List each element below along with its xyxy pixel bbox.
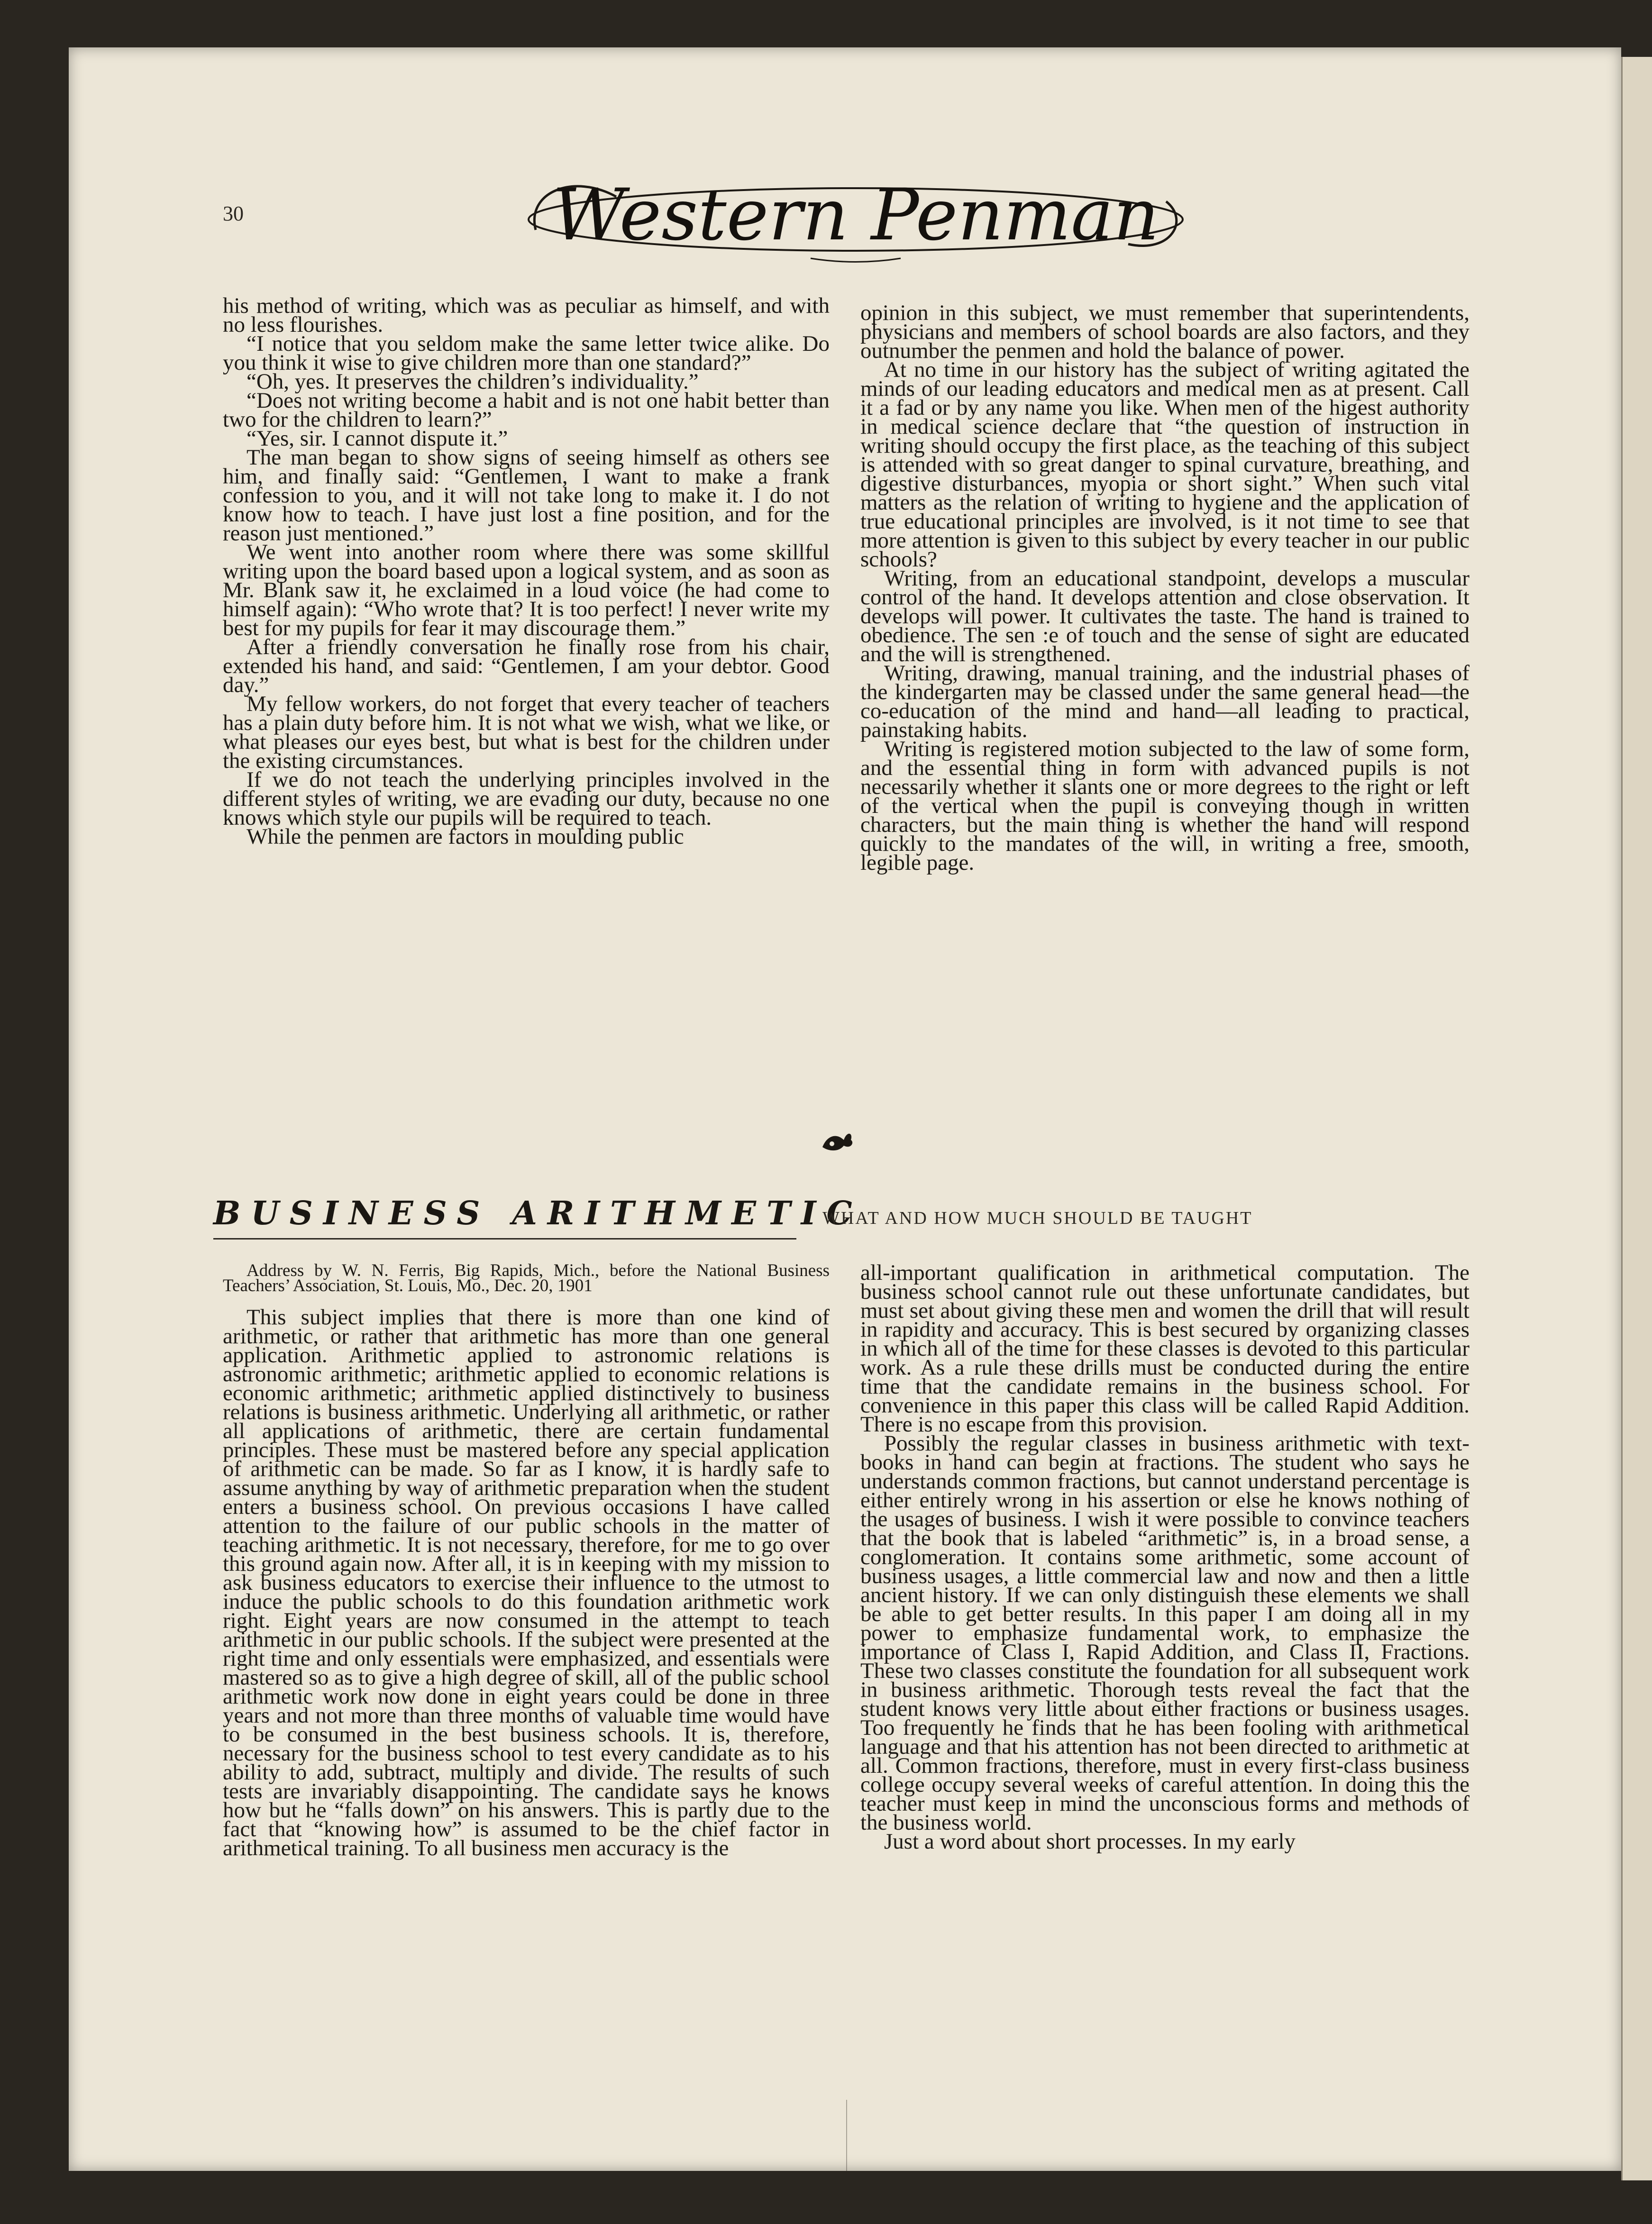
paragraph: Writing is registered motion subjected to the law of some form, and the essential thing in form with advanced pupils is not necessarily whether it slants one or more degrees to the right or left of the vertical when the pupil is conveying though in written characters, but the main thing is whether the hand will respond quickly to the mandates of the will, in writing a free, smooth, legible page.	[860, 737, 1469, 875]
paragraph: At no time in our history has the subject of writing agitated the minds of our leading educators and medical men as at present. Call it a fad or by any name you like. When men of the higest authority in medical science declare that “the question of instruction in writing should occupy the first place, as the teaching of this subject is attended with so great danger to spinal curvature, breathing, and digestive disturbances, myopia or short sight.” When such vital matters as the relation of writing to hygiene and the application of true educational principles are involved, is it not time to see that more attention is given to this subject by every teacher in our public schools?	[860, 357, 1469, 572]
paragraph: We went into another room where there was some skillful writing upon the board based upon a logical system, and as soon as Mr. Blank saw it, he exclaimed in a loud voice (he had come to himself again): “Who wrote that? It is too perfect! I never write my best for my pupils for fear it may discourage them.”	[223, 540, 830, 640]
article1-column-left	[223, 293, 830, 849]
article2-title: BUSINESS ARITHMETIC	[213, 1194, 863, 1232]
article2-column-right	[860, 1260, 1469, 1854]
paragraph: Just a word about short processes. In my early	[884, 1829, 1296, 1854]
fleuron-ornament	[818, 1126, 856, 1154]
paragraph: If we do not teach the underlying principles involved in the different styles of writing, we are evading our duty, because no one knows which style our pupils will be required to teach.	[223, 767, 830, 830]
paragraph: “Oh, yes. It preserves the children’s individuality.”	[246, 369, 699, 394]
paragraph: After a friendly conversation he finally rose from his chair, extended his hand, and said: “Gentlemen, I am your debtor. Good day.”	[223, 635, 830, 697]
paragraph: Possibly the regular classes in business arithmetic with text-books in hand can begin at fractions. The student who says he understands common fractions, but cannot understand percentage is either entirely wrong in his assertion or else he knows nothing of the usages of business. I wish it were possible to convince teachers that the book that is labeled “arithmetic” is, in a broad sense, a conglomeration. It contains some arithmetic, some account of business usages, a little commercial law and now and then a little ancient history. If we can only distinguish these elements we shall be able to get better results. In this paper I am doing all in my power to emphasize fundamental work, to emphasize the importance of Class I, Rapid Addition, and Class II, Fractions. These two classes constitute the foundation for all subsequent work in business arithmetic. Thorough tests reveal the fact that the student knows very little about either fractions or business usages. Too frequently he finds that he has been fooling with arithmetical language and that his attention has not been directed to arithmetic at all. Common fractions, therefore, must in every first-class business college occupy several weeks of careful attention. In doing this the teacher must keep in mind the unconscious forms and methods of the business world.	[860, 1431, 1469, 1835]
masthead-title: Western Penman	[552, 174, 1159, 256]
article1-column-right	[860, 301, 1469, 875]
article2-column-left	[223, 1263, 830, 1858]
paragraph: While the penmen are factors in moulding public	[246, 824, 684, 849]
paragraph: all-important qualification in arithmetical computation. The business school cannot rule out these unfortunate candidates, but must set about giving these men and women the drill that will result in rapidity and accuracy. This is best secured by organizing classes in which all of the time for these classes is devoted to this particular work. As a rule these drills must be conducted during the entire time that the candidate remains in the business school. For convenience in this paper this class will be called Rapid Addition. There is no escape from this provision.	[860, 1260, 1469, 1437]
title-underline	[213, 1238, 796, 1240]
article2-subtitle: WHAT AND HOW MUCH SHOULD BE TAUGHT	[822, 1208, 1253, 1228]
paragraph: My fellow workers, do not forget that every teacher of teachers has a plain duty before him. It is not what we wish, what we like, or what pleases our eyes best, but what is best for the children under the existing circumstances.	[223, 692, 830, 773]
page-number: 30	[223, 202, 244, 225]
paragraph: Writing, drawing, manual training, and the industrial phases of the kindergarten may be classed under the same general head—the co-education of the mind and hand—all leading to practical, painstaking habits.	[860, 661, 1469, 742]
address-note: Address by W. N. Ferris, Big Rapids, Mich., before the National Business Teachers’ Association, St. Louis, Mo., Dec. 20, 1901	[223, 1261, 830, 1295]
paragraph: The man began to show signs of seeing himself as others see him, and finally said: “Gentlemen, I want to make a frank confession to you, and it will not take long to make it. I do not know how to teach. I have just lost a fine position, and for the reason just mentioned.”	[223, 445, 830, 546]
gutter-mark	[846, 2100, 847, 2171]
paragraph: “I notice that you seldom make the same letter twice alike. Do you think it wise to give children more than one standard?”	[223, 331, 830, 375]
paragraph: “Does not writing become a habit and is not one habit better than two for the children to learn?”	[223, 388, 830, 432]
paragraph: This subject implies that there is more than one kind of arithmetic, or rather that arithmetic has more than one general application. Arithmetic applied to astronomic relations is astronomic arithmetic; arithmetic applied to economic relations is economic arithmetic; arithmetic applied distinctively to business relations is business arithmetic. Underlying all arithmetic, or rather all applications of arithmetic, there are certain fundamental principles. These must be mastered before any special application of arithmetic can be made. So far as I know, it is hardly safe to assume anything by way of arithmetic preparation when the student enters a business school. On previous occasions I have called attention to the failure of our public schools in the matter of teaching arithmetic. It is not necessary, therefore, for me to go over this ground again now. After all, it is in keeping with my mission to ask business educators to exercise their influence to the utmost to induce the public schools to do this foundation arithmetic work right. Eight years are now consumed in the attempt to teach arithmetic in our public schools. If the subject were presented at the right time and only essentials were emphasized, and essentials were mastered so as to give a high degree of skill, all of the public school arithmetic work now done in eight years could be done in three years and not more than three months of valuable time would have to be consumed in the best business schools. It is, therefore, necessary for the business school to test every candidate as to his ability to add, subtract, multiply and divide. The results of such tests are invariably disappointing. The candidate says he knows how but he “falls down” on his answers. This is partly due to the fact that “knowing how” is assumed to be the chief factor in arithmetical training. To all business men accuracy is the	[223, 1305, 830, 1860]
paragraph: Writing, from an educational standpoint, develops a muscular control of the hand. It develops attention and close observation. It develops will power. It cultivates the taste. The hand is trained to obedience. The sen :e of touch and the sense of sight are educated and the will is strengthened.	[860, 566, 1469, 666]
masthead-logo	[517, 164, 1195, 280]
paragraph: “Yes, sir. I cannot dispute it.”	[246, 426, 508, 451]
paragraph: opinion in this subject, we must remember that superintendents, physicians and members of school boards are also factors, and they outnumber the penmen and hold the balance of power.	[860, 301, 1469, 363]
next-page-edge	[1621, 57, 1652, 2180]
paragraph: his method of writing, which was as peculiar as himself, and with no less flourishes.	[223, 293, 830, 337]
